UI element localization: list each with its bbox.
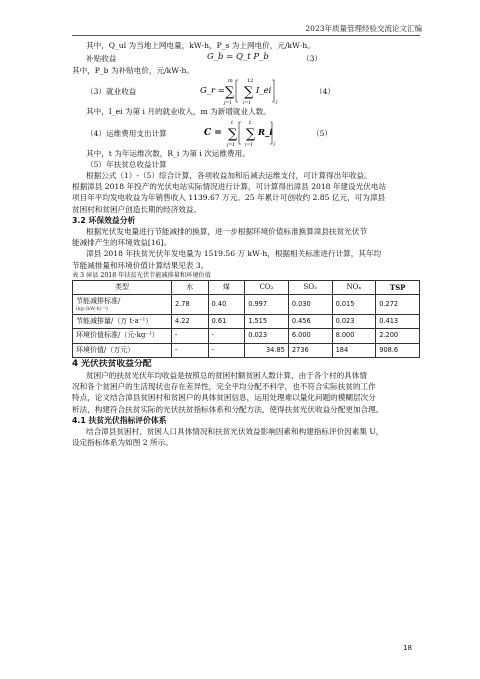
table-cell: -	[208, 343, 245, 357]
equation-4-upper-12: 12	[247, 78, 254, 85]
table-3-caption: 表 3 漳县 2018 年扶贫光伏节能减排量和环境价值	[72, 271, 211, 279]
paragraph-8a: 漳县 2018 年扶贫光伏年发电量为 1519.56 万 kW·h，根据相关标准进行计算，其年均	[86, 249, 382, 259]
table-cell: 908.6	[376, 343, 420, 357]
equation-5-lhs: C =	[204, 127, 222, 138]
paragraph-4: 其中，t 为年运维次数，R_i 为第 i 次运维费用。	[86, 148, 250, 158]
equation-5-inner: R_i	[258, 127, 273, 138]
equation-5-formula	[204, 118, 304, 148]
table-row	[73, 343, 420, 357]
paragraph-8b: 节能减排量和环境价值计算结果见表 3。	[72, 260, 209, 270]
table-cell: 0.023	[332, 315, 376, 329]
paragraph-6d: 贫困村和贫困户创造长期的经济效益。	[72, 204, 202, 214]
table-header-row	[73, 280, 420, 294]
table-cell: 0.030	[288, 295, 332, 315]
svg-text:∑: ∑	[228, 126, 238, 142]
table-cell: 2.200	[376, 329, 420, 343]
equation-5-lower-j: j=1	[227, 142, 236, 148]
equation-4-label: （3）就业收益	[86, 87, 137, 97]
running-header: 2023年质量管理经验交流论文汇编	[305, 24, 422, 33]
equation-4	[72, 76, 420, 106]
table-3	[72, 280, 420, 358]
body-content	[72, 40, 420, 448]
table-cell: 0.272	[376, 295, 420, 315]
row-unit-text: (kg·(kW·h)⁻¹)	[76, 307, 108, 313]
page-number: 18	[403, 644, 412, 652]
equation-4-lower-j: j=1	[224, 101, 233, 107]
equation-3-formula: G_b = Q_t P_b	[207, 52, 269, 63]
table-cell: 34.85	[245, 343, 289, 357]
table-header-cell: 水	[172, 280, 209, 294]
table-header-cell: CO₂	[245, 280, 289, 294]
paragraph-10a: 结合漳县贫困村、贫困人口具体情况和扶贫光伏效益影响因素和构建指标评价因素集 U，	[86, 427, 384, 437]
header-rule	[72, 35, 420, 36]
table-cell: 0.40	[208, 295, 245, 315]
table-cell: 0.015	[332, 295, 376, 315]
table-row-label: 环境价值/（万元）	[73, 343, 172, 357]
table-cell: 2.78	[172, 295, 209, 315]
table-cell: 0.456	[288, 315, 332, 329]
paragraph-9b: 况和各个贫困户的生活现状也存在差异性，完全平均分配不科学，也不符合实际扶贫的工作	[72, 382, 376, 392]
table-cell: 0.023	[245, 329, 289, 343]
equation-3	[72, 51, 420, 65]
equation-5-upper-i: t	[249, 119, 252, 126]
table-row-label: 节能减排量/（万 t·a⁻¹）	[73, 315, 172, 329]
paragraph-5: （5）年扶贫总收益计算	[86, 159, 167, 169]
svg-text:∑: ∑	[225, 85, 235, 101]
table-row-label: 环境价值标准/（元·kg⁻¹）	[73, 329, 172, 343]
table-cell: 2736	[288, 343, 332, 357]
paragraph-6c: 项目年平均发电收益为年销售收入 1139.67 万元。25 年累计可创收约 2.85 亿元，可为漳县	[72, 193, 386, 203]
equation-5-upper-t: t	[231, 119, 234, 126]
table-cell: 184	[332, 343, 376, 357]
paragraph-9a: 贫困户的扶贫光伏年均收益是按照总的贫困村额贫困人数计算，由于各个村的具体情	[86, 371, 367, 381]
equation-4-upper-m: m	[228, 78, 233, 85]
equation-5	[72, 118, 420, 148]
svg-text:∑: ∑	[244, 85, 254, 101]
equation-3-label: 补贴收益	[86, 54, 117, 64]
svg-text:∑: ∑	[246, 126, 256, 142]
table-cell: 6.000	[288, 329, 332, 343]
equation-4-inner: I_ei	[256, 86, 272, 97]
table-header-cell: 类型	[73, 280, 172, 294]
table-row	[73, 315, 420, 329]
equation-4-lower-i: i=1	[243, 101, 252, 107]
section-4-heading: 4 光伏扶贫收益分配	[72, 358, 152, 369]
equation-5-number: （5）	[312, 128, 333, 138]
equation-4-formula	[200, 76, 300, 106]
equation-4-sub-j: j	[276, 100, 278, 106]
table-header-cell: SO₂	[288, 280, 332, 294]
table-row	[73, 295, 420, 315]
section-3-2-heading: 3.2 环保效益分析	[72, 215, 136, 225]
section-4-1-heading: 4.1 扶贫光伏指标评价体系	[72, 415, 167, 425]
paragraph-6b: 根据漳县 2018 年投产的光伏电站实际情况进行计算，可计算得出漳县 2018 年建设光伏电站	[72, 182, 387, 192]
paragraph-6a: 根据公式（1）-（5）综合计算，各项收益加和后减去运维支付，可计算得出年收益。	[86, 171, 372, 181]
table-header-cell: NOₓ	[332, 280, 376, 294]
paragraph-7a: 根据光伏发电量进行节能减排的换算，进一步根据环境价值标准换算漳县扶贫光伏节	[86, 227, 367, 237]
equation-4-number: （4）	[315, 87, 336, 97]
row-label-text: 节能减排标准/	[76, 297, 121, 306]
equation-3-number: （3）	[302, 54, 323, 64]
paragraph-3: 其中，I_ei 为第 i 月的就业收入，m 为新增就业人数。	[86, 107, 271, 117]
table-cell: -	[208, 329, 245, 343]
table-cell: -	[172, 329, 209, 343]
paragraph-9c: 特点，论文结合漳县贫困村和贫困户的具体贫困信息，运用处理难以量化问题的模糊层次分	[72, 393, 376, 403]
equation-5-sub-j: j	[274, 141, 276, 147]
paragraph-1: 其中，Q_ul 为当地上网电量，kW·h，P_s 为上网电价，元/kW·h。	[86, 41, 315, 50]
table-cell: 0.997	[245, 295, 289, 315]
table-cell: 0.413	[376, 315, 420, 329]
equation-4-lhs: G_r =	[200, 86, 225, 97]
table-header-cell: TSP	[376, 280, 420, 294]
paragraph-2: 其中，P_b 为补贴电价，元/kW·h。	[72, 66, 194, 76]
table-cell: 4.22	[172, 315, 209, 329]
table-cell: 1.515	[245, 315, 289, 329]
table-header-cell: 煤	[208, 280, 245, 294]
equation-5-label: （4）运维费用支出计算	[86, 128, 167, 138]
paragraph-7b: 能减排产生的环境效益[16]。	[72, 238, 172, 248]
table-cell: 0.61	[208, 315, 245, 329]
table-cell: -	[172, 343, 209, 357]
table-row-label	[73, 295, 172, 315]
paragraph-9d: 析法，构建符合扶贫实际的光伏扶贫指标体系和分配方法，使得扶贫光伏收益分配更加合理。	[72, 404, 384, 414]
equation-5-lower-i: i=1	[245, 142, 254, 148]
paragraph-10b: 设定指标体系为如图 2 所示。	[72, 438, 173, 448]
table-row	[73, 329, 420, 343]
table-cell: 8.000	[332, 329, 376, 343]
